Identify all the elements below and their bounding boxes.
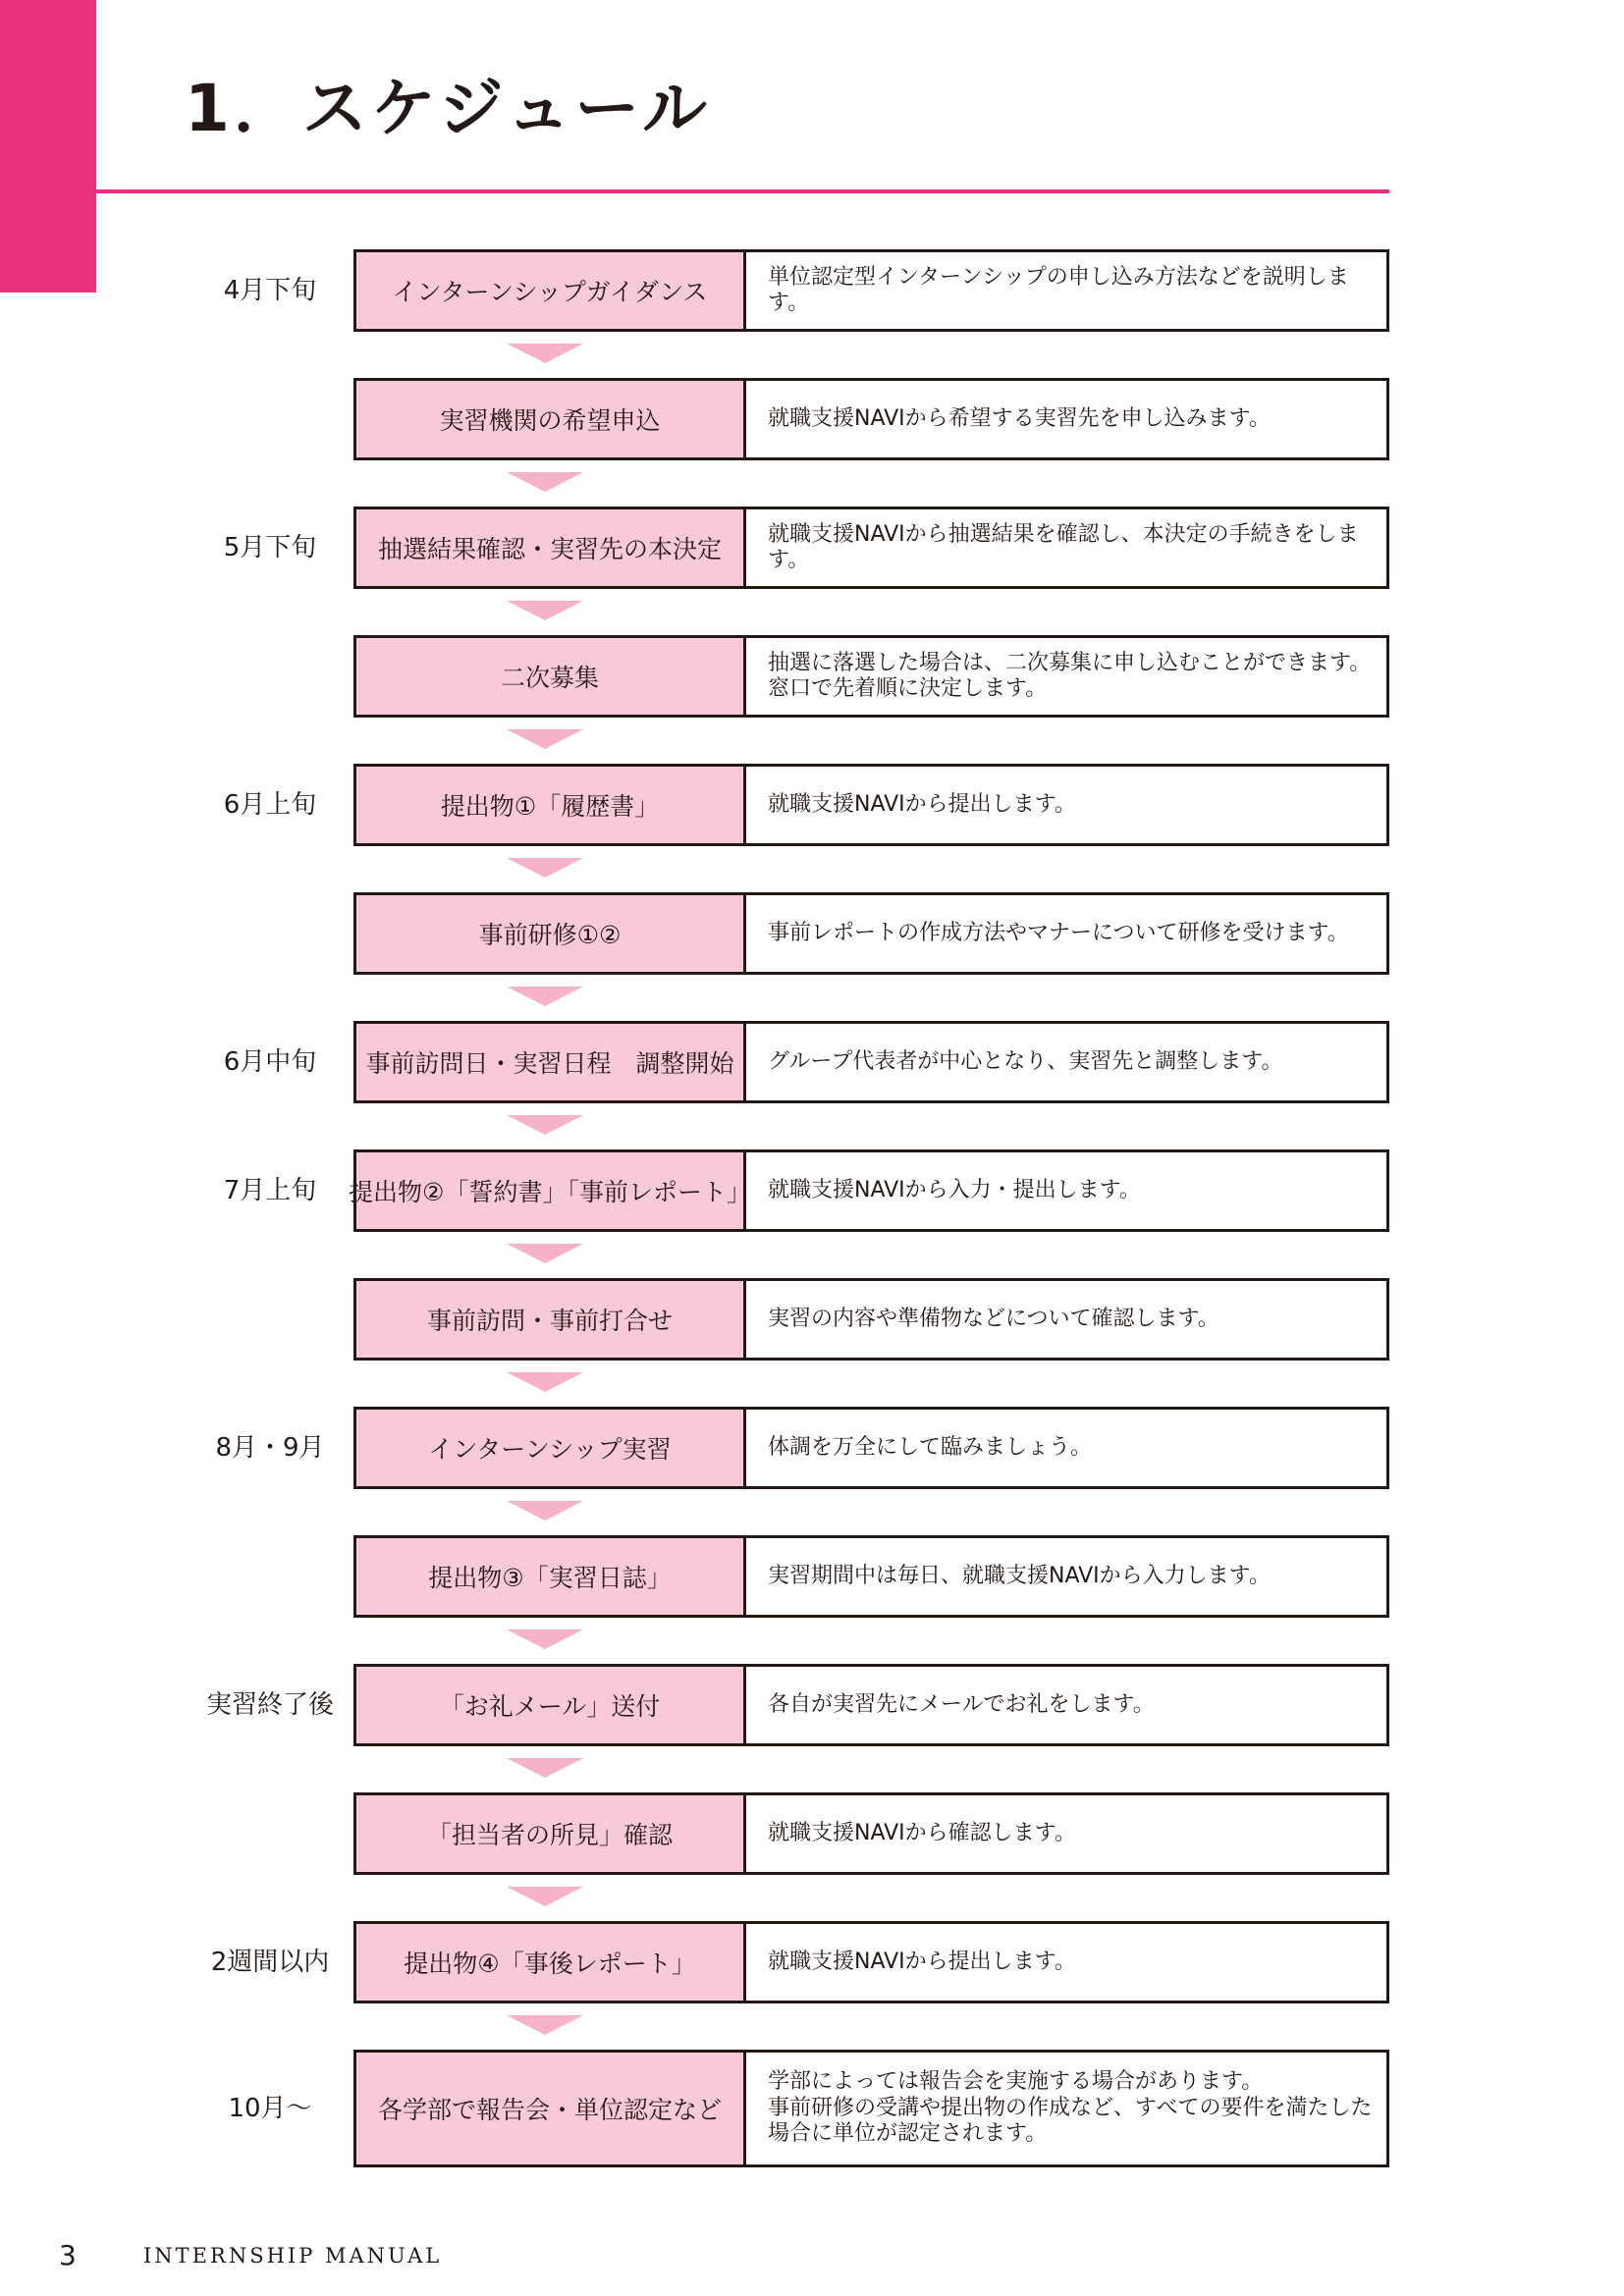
step-period: 2週間以内	[210, 1948, 330, 1977]
step-box	[353, 249, 1389, 332]
down-arrow-icon	[507, 858, 583, 878]
step-description: 抽選に落選した場合は、二次募集に申し込むことができます。窓口で先着順に決定します。	[768, 650, 1372, 701]
schedule-step-internship	[0, 1407, 1624, 1535]
schedule-step-pre-visit	[0, 1278, 1624, 1407]
step-box	[353, 1792, 1389, 1875]
step-description: 就職支援NAVIから確認します。	[768, 1820, 1076, 1845]
step-description: 体調を万全にして臨みましょう。	[768, 1434, 1093, 1460]
down-arrow-icon	[507, 1887, 583, 1906]
down-arrow-icon	[507, 1758, 583, 1778]
schedule-step-pledge-report	[0, 1149, 1624, 1278]
step-stage: 事前訪問・事前打合せ	[356, 1281, 746, 1358]
step-box	[353, 764, 1389, 846]
step-description-line: 事前研修の受講や提出物の作成など、すべての要件を満たした場合に単位が認定されます。	[768, 2095, 1373, 2147]
down-arrow-icon	[507, 1372, 583, 1392]
schedule-step-schedule-adjustment	[0, 1021, 1624, 1149]
schedule-step-supervisor-comment	[0, 1792, 1624, 1921]
step-period: 6月中旬	[223, 1047, 317, 1077]
step-stage: 二次募集	[356, 638, 746, 715]
step-stage: 各学部で報告会・単位認定など	[356, 2053, 746, 2164]
step-description: 就職支援NAVIから提出します。	[768, 1949, 1076, 1974]
step-period	[196, 378, 344, 460]
step-period: 10月～	[228, 2094, 312, 2123]
step-stage: 「担当者の所見」確認	[356, 1795, 746, 1872]
page-title: 1．スケジュール	[185, 71, 711, 146]
step-period: 実習終了後	[205, 1690, 334, 1720]
page-number: 3	[59, 2239, 77, 2271]
step-box	[353, 1921, 1389, 2003]
step-period	[196, 1535, 344, 1618]
step-box	[349, 1149, 1389, 1232]
step-period: 6月上旬	[223, 790, 317, 820]
step-stage: 提出物②「誓約書」「事前レポート」	[356, 1152, 746, 1229]
step-period: 7月上旬	[223, 1176, 317, 1205]
down-arrow-icon	[507, 1501, 583, 1521]
schedule-step-daily-journal	[0, 1535, 1624, 1664]
step-description: 就職支援NAVIから希望する実習先を申し込みます。	[768, 405, 1271, 431]
step-stage: 事前研修①②	[356, 895, 746, 972]
step-box	[353, 1278, 1389, 1361]
down-arrow-icon	[507, 344, 583, 363]
step-description: 実習期間中は毎日、就職支援NAVIから入力します。	[768, 1563, 1271, 1588]
schedule-step-guidance	[0, 249, 1624, 378]
step-stage: インターンシップ実習	[356, 1410, 746, 1486]
schedule-step-post-report	[0, 1921, 1624, 2050]
step-period	[196, 1792, 344, 1875]
step-period: 5月下旬	[223, 533, 317, 562]
down-arrow-icon	[507, 1629, 583, 1649]
step-box	[353, 1535, 1389, 1618]
step-description	[746, 2053, 1386, 2164]
down-arrow-icon	[507, 729, 583, 749]
down-arrow-icon	[507, 2015, 583, 2035]
step-period: 8月・9月	[215, 1433, 325, 1463]
step-stage: 抽選結果確認・実習先の本決定	[356, 509, 746, 586]
schedule-step-lottery-result	[0, 507, 1624, 635]
step-description: 就職支援NAVIから入力・提出します。	[768, 1177, 1141, 1202]
step-period: 4月下旬	[223, 276, 317, 305]
schedule-step-application	[0, 378, 1624, 507]
step-stage: 実習機関の希望申込	[356, 381, 746, 457]
schedule-step-thank-you-mail	[0, 1664, 1624, 1792]
step-description: 実習の内容や準備物などについて確認します。	[768, 1306, 1219, 1331]
down-arrow-icon	[507, 472, 583, 492]
step-description: グループ代表者が中心となり、実習先と調整します。	[768, 1048, 1283, 1074]
down-arrow-icon	[507, 601, 583, 620]
down-arrow-icon	[507, 987, 583, 1006]
step-description-line: 学部によっては報告会を実施する場合があります。	[768, 2069, 1264, 2095]
step-period	[196, 635, 344, 718]
step-box	[353, 1664, 1389, 1746]
step-description: 各自が実習先にメールでお礼をします。	[768, 1691, 1155, 1717]
schedule-step-pre-training	[0, 892, 1624, 1021]
step-stage: 提出物③「実習日誌」	[356, 1538, 746, 1615]
step-description: 就職支援NAVIから抽選結果を確認し、本決定の手続きをします。	[768, 521, 1359, 572]
step-description: 就職支援NAVIから提出します。	[768, 791, 1076, 817]
step-box	[353, 378, 1389, 460]
step-description: 事前レポートの作成方法やマナーについて研修を受けます。	[768, 920, 1349, 945]
step-period	[196, 1278, 344, 1361]
title-divider	[96, 189, 1389, 193]
step-period	[196, 892, 344, 975]
schedule-step-resume	[0, 764, 1624, 892]
step-stage: 提出物④「事後レポート」	[356, 1924, 746, 2001]
step-stage: 「お礼メール」送付	[356, 1667, 746, 1743]
down-arrow-icon	[507, 1244, 583, 1263]
down-arrow-icon	[507, 1115, 583, 1135]
step-box	[353, 1021, 1389, 1103]
schedule-step-second-recruitment	[0, 635, 1624, 764]
step-stage: 事前訪問日・実習日程 調整開始	[356, 1024, 746, 1100]
manual-name: INTERNSHIP MANUAL	[143, 2244, 443, 2268]
schedule-step-credit-certification	[0, 2050, 1624, 2213]
step-box	[353, 1407, 1389, 1489]
step-description: 単位認定型インターンシップの申し込み方法などを説明します。	[768, 264, 1349, 315]
step-stage: インターンシップガイダンス	[356, 252, 746, 329]
step-box	[353, 507, 1389, 589]
schedule-timeline	[0, 249, 1624, 2213]
step-box	[353, 635, 1389, 718]
step-box	[353, 2050, 1389, 2167]
step-box	[353, 892, 1389, 975]
step-stage: 提出物①「履歴書」	[356, 767, 746, 843]
